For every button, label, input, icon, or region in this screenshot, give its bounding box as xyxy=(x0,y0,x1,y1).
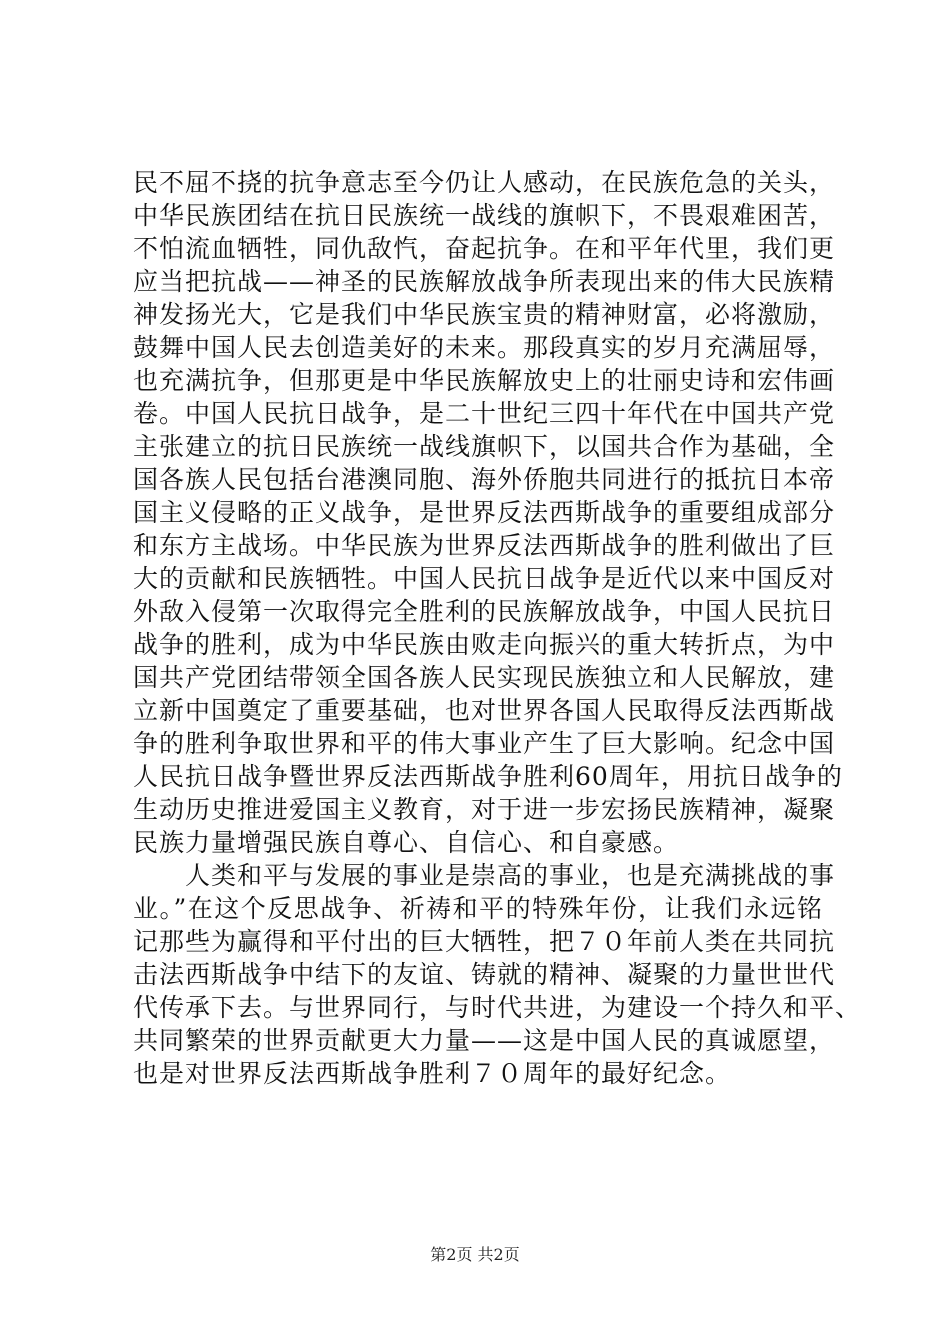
text-line: 也是对世界反法西斯战争胜利７０周年的最好纪念。 xyxy=(133,1059,732,1088)
text-line: 民不屈不挠的抗争意志至今仍让人感动，在民族危急的关头， xyxy=(133,168,836,197)
paragraph-1 xyxy=(133,166,843,859)
text-line: 主张建立的抗日民族统一战线旗帜下，以国共合作为基础，全 xyxy=(133,432,836,461)
text-line: 大的贡献和民族牺牲。中国人民抗日战争是近代以来中国反对 xyxy=(133,564,836,593)
text-line: 国共产党团结带领全国各族人民实现民族独立和人民解放，建 xyxy=(133,663,836,692)
text-line: 神发扬光大，它是我们中华民族宝贵的精神财富，必将激励， xyxy=(133,300,836,329)
text-line: 民族力量增强民族自尊心、自信心、和自豪感。 xyxy=(133,828,680,857)
text-line: 争的胜利争取世界和平的伟大事业产生了巨大影响。纪念中国 xyxy=(133,729,836,758)
text-line: 卷。中国人民抗日战争，是二十世纪三四十年代在中国共产党 xyxy=(133,399,836,428)
text-line: 国主义侵略的正义战争，是世界反法西斯战争的重要组成部分 xyxy=(133,498,836,527)
text-line: 人民抗日战争暨世界反法西斯战争胜利60周年，用抗日战争的 xyxy=(133,762,843,791)
text-line: 和东方主战场。中华民族为世界反法西斯战争的胜利做出了巨 xyxy=(133,531,836,560)
text-line: 人类和平与发展的事业是崇高的事业，也是充满挑战的事 xyxy=(133,861,836,890)
text-line: 记那些为赢得和平付出的巨大牺牲，把７０年前人类在共同抗 xyxy=(133,927,836,956)
text-line: 业。”在这个反思战争、祈祷和平的特殊年份，让我们永远铭 xyxy=(133,894,823,923)
paragraph-2 xyxy=(133,859,862,1090)
text-line: 击法西斯战争中结下的友谊、铸就的精神、凝聚的力量世世代 xyxy=(133,960,836,989)
text-line: 也充满抗争，但那更是中华民族解放史上的壮丽史诗和宏伟画 xyxy=(133,366,836,395)
text-line: 生动历史推进爱国主义教育，对于进一步宏扬民族精神，凝聚 xyxy=(133,795,836,824)
page-number-footer: 第2页 共2页 xyxy=(430,1245,520,1264)
text-line: 国各族人民包括台港澳同胞、海外侨胞共同进行的抵抗日本帝 xyxy=(133,465,836,494)
text-line: 中华民族团结在抗日民族统一战线的旗帜下，不畏艰难困苦， xyxy=(133,201,836,230)
text-line: 共同繁荣的世界贡献更大力量——这是中国人民的真诚愿望， xyxy=(133,1026,836,1055)
body-text xyxy=(133,166,862,1090)
text-line: 外敌入侵第一次取得完全胜利的民族解放战争，中国人民抗日 xyxy=(133,597,836,626)
text-line: 战争的胜利，成为中华民族由败走向振兴的重大转折点，为中 xyxy=(133,630,836,659)
text-line: 鼓舞中国人民去创造美好的未来。那段真实的岁月充满屈辱， xyxy=(133,333,836,362)
text-line: 不怕流血牺牲，同仇敌忾，奋起抗争。在和平年代里，我们更 xyxy=(133,234,836,263)
text-line: 应当把抗战——神圣的民族解放战争所表现出来的伟大民族精 xyxy=(133,267,836,296)
text-line: 立新中国奠定了重要基础，也对世界各国人民取得反法西斯战 xyxy=(133,696,836,725)
text-line: 代传承下去。与世界同行，与时代共进，为建设一个持久和平、 xyxy=(133,993,862,1022)
